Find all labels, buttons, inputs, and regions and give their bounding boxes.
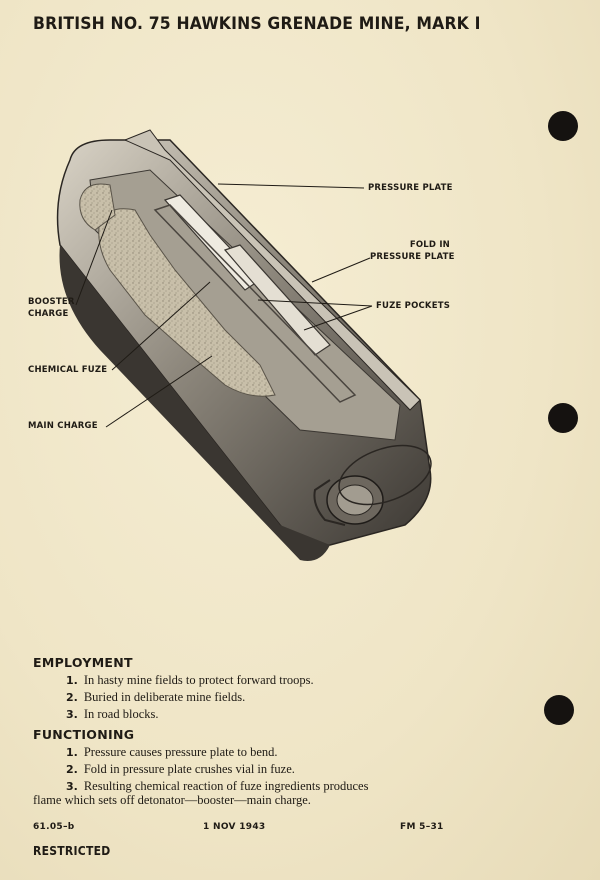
functioning-heading: FUNCTIONING — [33, 727, 135, 742]
footer-date: 1 NOV 1943 — [203, 822, 266, 832]
label-booster-line1: BOOSTER — [28, 297, 75, 307]
label-booster-charge — [28, 296, 75, 320]
binder-hole-bottom — [544, 695, 574, 725]
footer-code: 61.05–b — [33, 822, 75, 832]
list-item: 3. Resulting chemical reaction of fuze ingredients produces — [66, 779, 369, 793]
list-item: 1. Pressure causes pressure plate to bend. — [66, 745, 278, 759]
employment-heading: EMPLOYMENT — [33, 655, 133, 670]
list-item: 2. Buried in deliberate mine fields. — [66, 690, 246, 704]
label-fold-line1: FOLD IN — [409, 240, 450, 250]
classification-mark: RESTRICTED — [33, 844, 111, 858]
label-chemical-fuze: CHEMICAL FUZE — [28, 365, 108, 375]
list-item: 1. In hasty mine fields to protect forward troops. — [66, 673, 314, 687]
functioning-continuation: flame which sets off detonator—booster—main charge. — [33, 793, 311, 807]
label-main-charge: MAIN CHARGE — [28, 421, 98, 431]
label-booster-line2: CHARGE — [28, 309, 69, 319]
list-item: 2. Fold in pressure plate crushes vial in fuze. — [66, 762, 295, 776]
employment-list — [66, 672, 314, 723]
footer-manual: FM 5–31 — [400, 822, 444, 832]
page-title: BRITISH NO. 75 HAWKINS GRENADE MINE, MARK I — [33, 14, 481, 34]
label-fold-in-pressure-plate — [370, 239, 455, 263]
functioning-list — [66, 744, 466, 795]
list-item: 3. In road blocks. — [66, 707, 159, 721]
label-fuze-pockets: FUZE POCKETS — [376, 301, 451, 311]
label-pressure-plate: PRESSURE PLATE — [368, 183, 453, 193]
label-fold-line2: PRESSURE PLATE — [370, 252, 455, 262]
